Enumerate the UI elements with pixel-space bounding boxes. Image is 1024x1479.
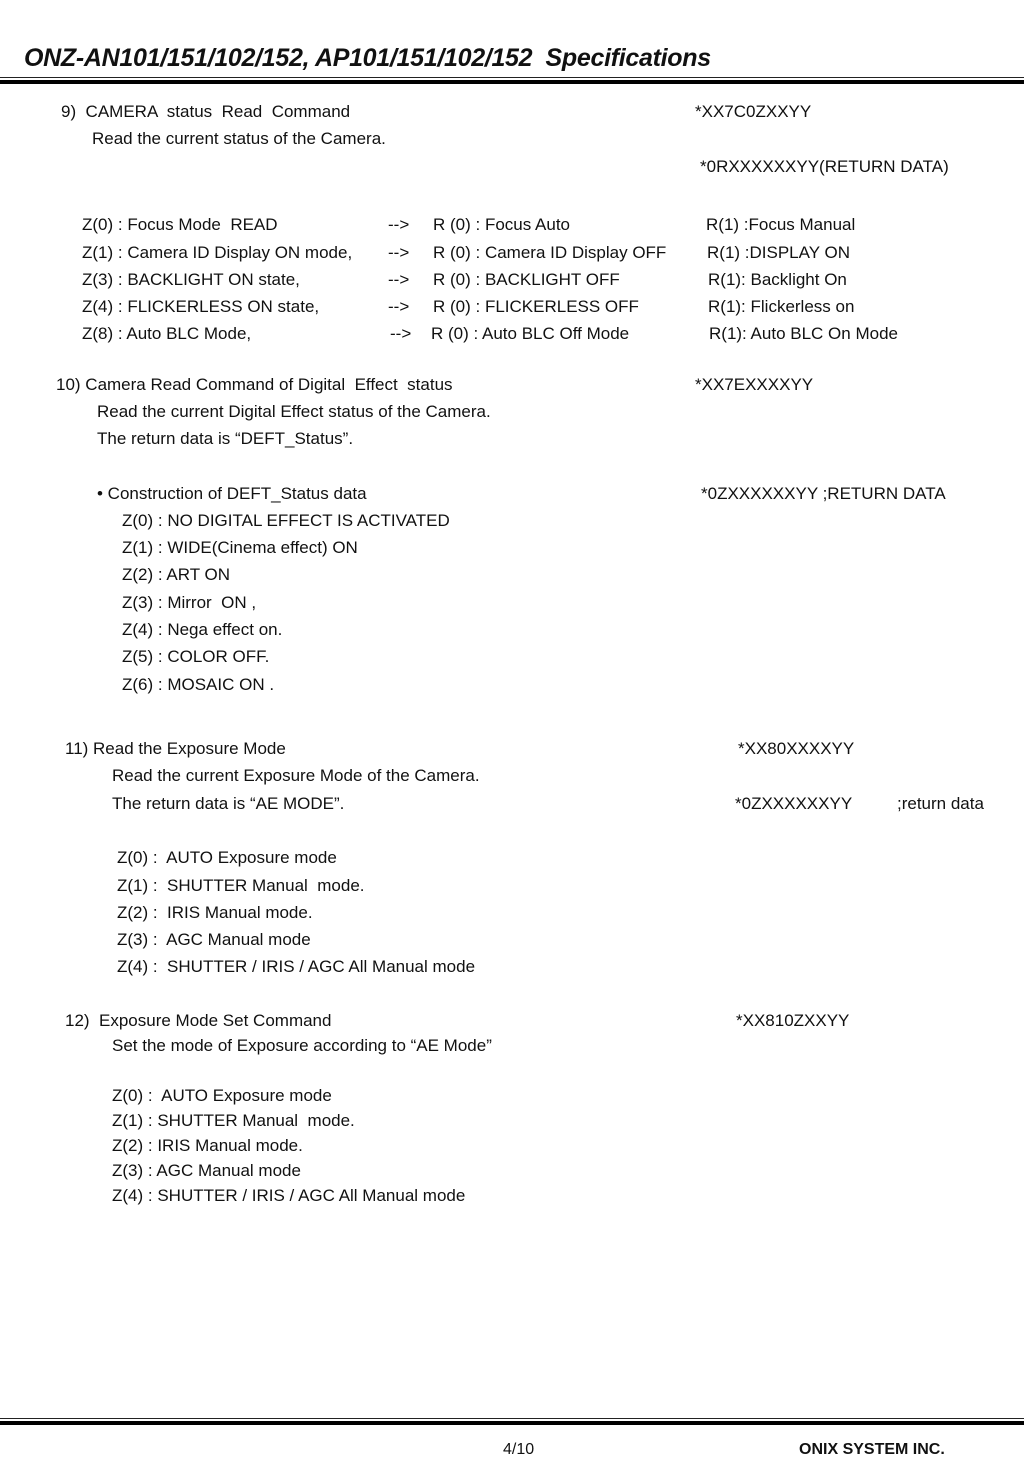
page-number: 4/10	[503, 1441, 535, 1458]
list-item: Z(5) : COLOR OFF.	[122, 647, 270, 666]
section-description: Read the current status of the Camera.	[92, 129, 386, 148]
list-item: Z(1) : WIDE(Cinema effect) ON	[122, 538, 358, 557]
section-description: Set the mode of Exposure according to “AE Mode”	[112, 1036, 492, 1055]
arrow: -->	[388, 270, 410, 289]
r0-value: R (0) : Auto BLC Off Mode	[431, 324, 630, 343]
header-rule-thick	[0, 80, 1024, 84]
section-heading: 9) CAMERA status Read Command	[61, 102, 351, 121]
section-description: Read the current Digital Effect status of the Camera.	[97, 402, 491, 421]
section-heading: 10) Camera Read Command of Digital Effect status	[56, 375, 453, 394]
z-param: Z(3) : BACKLIGHT ON state,	[82, 270, 300, 289]
list-item: Z(4) : SHUTTER / IRIS / AGC All Manual mode	[117, 957, 476, 976]
page-title: ONZ-AN101/151/102/152, AP101/151/102/152 Specifications	[24, 44, 711, 72]
footer-rule-thick	[0, 1421, 1024, 1425]
r1-value: R(1): Backlight On	[708, 270, 847, 289]
list-item: Z(4) : SHUTTER / IRIS / AGC All Manual mode	[112, 1186, 466, 1205]
z-param: Z(4) : FLICKERLESS ON state,	[82, 297, 320, 316]
r0-value: R (0) : Focus Auto	[433, 215, 570, 234]
arrow: -->	[388, 215, 410, 234]
arrow: -->	[388, 243, 410, 262]
r1-value: R(1) :Focus Manual	[706, 215, 856, 234]
company-name: ONIX SYSTEM INC.	[799, 1441, 945, 1458]
list-item: Z(1) : SHUTTER Manual mode.	[112, 1111, 355, 1130]
z-param: Z(1) : Camera ID Display ON mode,	[82, 243, 353, 262]
list-item: Z(0) : AUTO Exposure mode	[117, 848, 337, 867]
bullet-construction: • Construction of DEFT_Status data	[97, 484, 367, 503]
command-code: *XX810ZXXYY	[736, 1011, 850, 1030]
list-item: Z(1) : SHUTTER Manual mode.	[117, 876, 365, 895]
list-item: Z(3) : Mirror ON ,	[122, 593, 257, 612]
footer-rule-thin	[0, 1418, 1024, 1419]
command-code: *XX7C0ZXXYY	[695, 102, 812, 121]
command-code: *XX7EXXXXYY	[695, 375, 814, 394]
arrow: -->	[390, 324, 412, 343]
return-data-format: *0ZXXXXXXYY	[735, 794, 853, 813]
section-description: Read the current Exposure Mode of the Camera.	[112, 766, 480, 785]
list-item: Z(3) : AGC Manual mode	[112, 1161, 301, 1180]
return-data-format: *0RXXXXXXYY(RETURN DATA)	[700, 157, 949, 176]
list-item: Z(0) : AUTO Exposure mode	[112, 1086, 332, 1105]
r0-value: R (0) : BACKLIGHT OFF	[433, 270, 620, 289]
return-data-format: *0ZXXXXXXYY ;RETURN DATA	[701, 484, 946, 503]
command-code: *XX80XXXXYY	[738, 739, 855, 758]
r0-value: R (0) : Camera ID Display OFF	[433, 243, 667, 262]
header-rule-thin	[0, 77, 1024, 78]
return-data-note: The return data is “AE MODE”.	[112, 794, 345, 813]
list-item: Z(2) : IRIS Manual mode.	[112, 1136, 303, 1155]
section-heading: 12) Exposure Mode Set Command	[65, 1011, 332, 1030]
return-data-label: ;return data	[897, 794, 984, 813]
list-item: Z(0) : NO DIGITAL EFFECT IS ACTIVATED	[122, 511, 450, 530]
list-item: Z(2) : IRIS Manual mode.	[117, 903, 313, 922]
return-data-note: The return data is “DEFT_Status”.	[97, 429, 354, 448]
r0-value: R (0) : FLICKERLESS OFF	[433, 297, 639, 316]
section-heading: 11) Read the Exposure Mode	[65, 739, 286, 758]
z-param: Z(0) : Focus Mode READ	[82, 215, 278, 234]
r1-value: R(1) :DISPLAY ON	[707, 243, 850, 262]
r1-value: R(1): Flickerless on	[708, 297, 855, 316]
z-param: Z(8) : Auto BLC Mode,	[82, 324, 252, 343]
list-item: Z(3) : AGC Manual mode	[117, 930, 311, 949]
arrow: -->	[388, 297, 410, 316]
r1-value: R(1): Auto BLC On Mode	[709, 324, 898, 343]
list-item: Z(2) : ART ON	[122, 565, 231, 584]
list-item: Z(6) : MOSAIC ON .	[122, 675, 275, 694]
list-item: Z(4) : Nega effect on.	[122, 620, 283, 639]
